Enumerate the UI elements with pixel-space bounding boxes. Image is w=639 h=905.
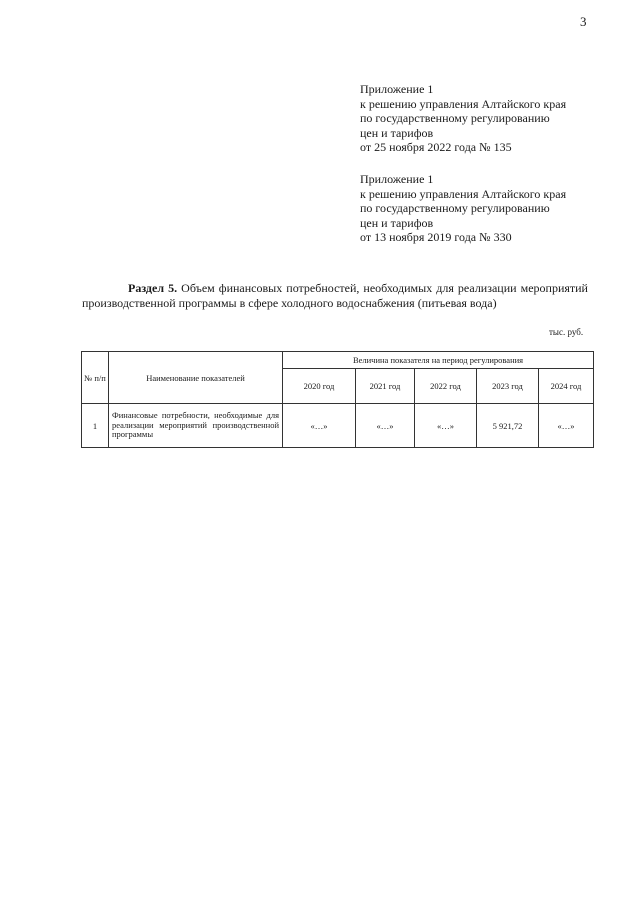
header-year: 2023 год	[477, 369, 539, 404]
appendix-note	[360, 172, 566, 245]
financial-needs-table	[81, 351, 594, 448]
appendix-line: от 25 ноября 2022 года № 135	[360, 140, 512, 154]
row-number: 1	[82, 404, 109, 448]
appendix-line: Приложение 1	[360, 82, 434, 96]
appendix-line: цен и тарифов	[360, 125, 434, 140]
header-name: Наименование показателей	[109, 352, 283, 404]
header-period: Величина показателя на период регулирования	[283, 352, 594, 369]
header-year: 2020 год	[283, 369, 356, 404]
appendix-line: цен и тарифов	[360, 215, 434, 230]
header-year: 2024 год	[539, 369, 594, 404]
row-value: «…»	[356, 404, 415, 448]
units-label: тыс. руб.	[549, 327, 584, 337]
section-text: Объем финансовых потребностей, необходимых для реализации мероприятий производственной программы в сфере холодного водоснабжения (питьевая вода)	[82, 281, 588, 310]
appendix-note	[360, 82, 566, 155]
table-row	[82, 404, 594, 448]
appendix-line: от 13 ноября 2019 года № 330	[360, 230, 512, 244]
row-value: 5 921,72	[477, 404, 539, 448]
appendix-line: по государственному регулированию	[360, 201, 550, 215]
section-heading	[82, 281, 588, 310]
page-number: 3	[580, 14, 587, 29]
row-value: «…»	[415, 404, 477, 448]
header-year: 2022 год	[415, 369, 477, 404]
appendix-line: к решению управления Алтайского края	[360, 96, 567, 111]
header-year: 2021 год	[356, 369, 415, 404]
appendix-line: Приложение 1	[360, 172, 434, 186]
section-label: Раздел 5.	[128, 281, 178, 295]
header-number: № п/п	[82, 352, 109, 404]
appendix-line: по государственному регулированию	[360, 111, 550, 125]
appendix-line: к решению управления Алтайского края	[360, 186, 567, 201]
row-name: Финансовые потребности, необходимые для реализации мероприятий производственной программы	[109, 404, 283, 448]
row-value: «…»	[283, 404, 356, 448]
row-value: «…»	[539, 404, 594, 448]
